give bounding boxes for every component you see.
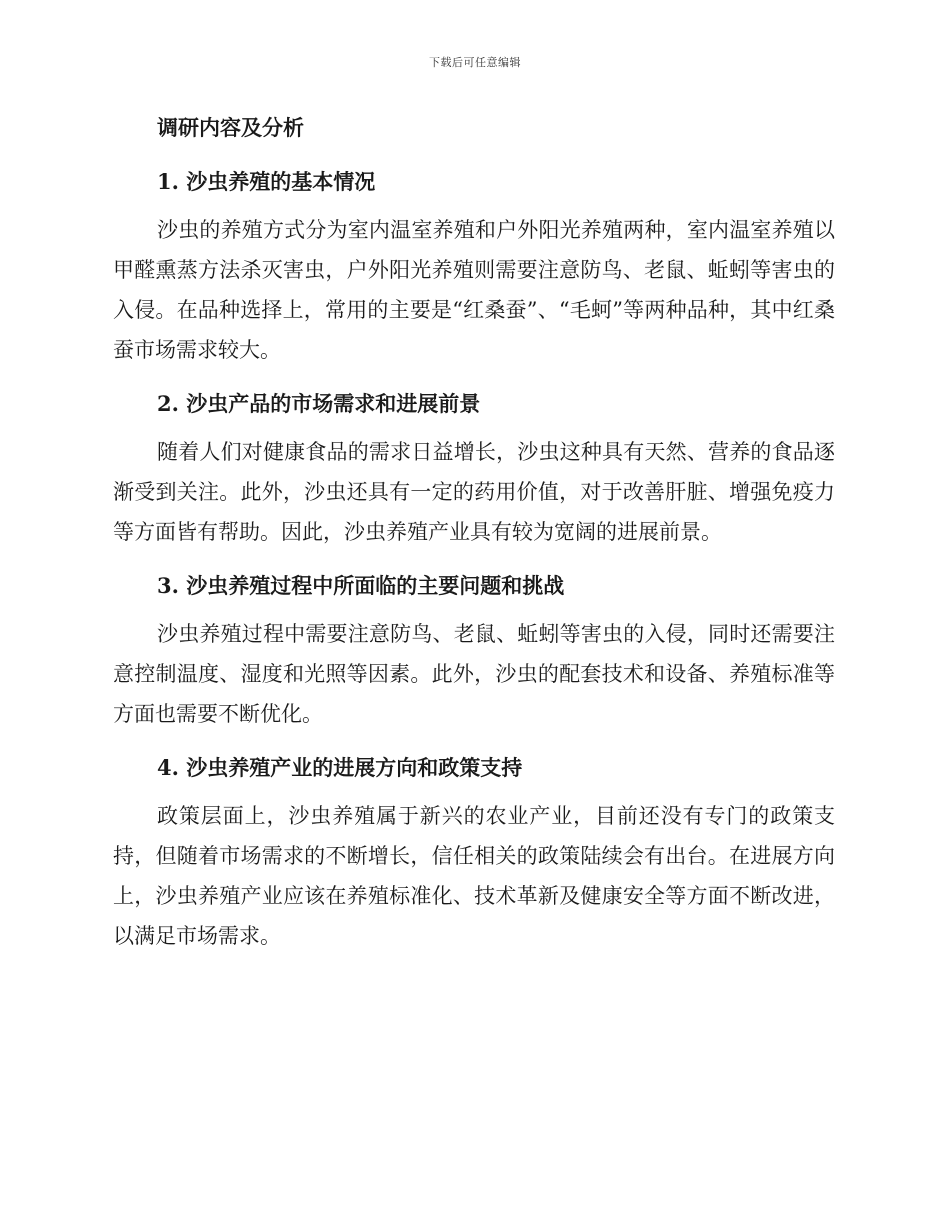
section-paragraph-1: 沙虫的养殖方式分为室内温室养殖和户外阳光养殖两种，室内温室养殖以甲醛熏蒸方法杀灭害虫，户外阳光养殖则需要注意防鸟、老鼠、蚯蚓等害虫的入侵。在品种选择上，常用的主要是“红桑蚕”、“毛蚵”等两种品种，其中红桑蚕市场需求较大。 [113, 218, 835, 362]
document-title: 调研内容及分析 [157, 115, 304, 140]
section-heading-1: 1. 沙虫养殖的基本情况 [157, 169, 376, 194]
section-heading-2: 2. 沙虫产品的市场需求和进展前景 [157, 391, 481, 416]
section-paragraph-4: 政策层面上，沙虫养殖属于新兴的农业产业，目前还没有专门的政策支持，但随着市场需求的不断增长，信任相关的政策陆续会有出台。在进展方向上，沙虫养殖产业应该在养殖标准化、技术革新及健康安全等方面不断改进，以满足市场需求。 [113, 804, 835, 948]
page-header: 下载后可任意编辑 [429, 56, 521, 69]
document-body [113, 108, 835, 956]
section-paragraph-2: 随着人们对健康食品的需求日益增长，沙虫这种具有天然、营养的食品逐渐受到关注。此外，沙虫还具有一定的药用价值，对于改善肝脏、增强免疫力等方面皆有帮助。因此，沙虫养殖产业具有较为宽阔的进展前景。 [113, 440, 835, 544]
section-heading-3: 3. 沙虫养殖过程中所面临的主要问题和挑战 [157, 573, 565, 598]
section-paragraph-3: 沙虫养殖过程中需要注意防鸟、老鼠、蚯蚓等害虫的入侵，同时还需要注意控制温度、湿度和光照等因素。此外，沙虫的配套技术和设备、养殖标准等方面也需要不断优化。 [113, 622, 835, 726]
section-heading-4: 4. 沙虫养殖产业的进展方向和政策支持 [157, 755, 523, 780]
